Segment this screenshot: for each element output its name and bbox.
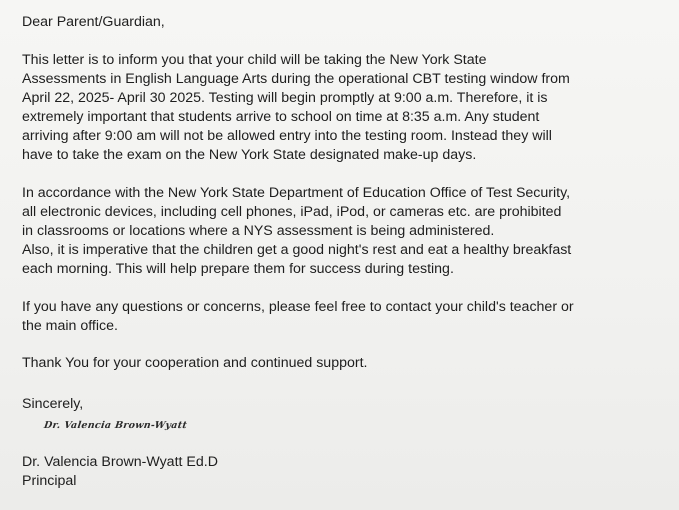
- paragraph-line: have to take the exam on the New York State designated make-up days.: [22, 147, 477, 163]
- closing: [22, 395, 83, 414]
- paragraph-line: the main office.: [22, 318, 118, 334]
- thanks-line: [22, 354, 367, 373]
- paragraph-line: each morning. This will help prepare them for success during testing.: [22, 261, 454, 277]
- signer-name: Dr. Valencia Brown-Wyatt Ed.D: [22, 454, 218, 470]
- handwritten-signature: Dr. Valencia Brown-Wyatt: [43, 420, 188, 431]
- closing-text: Sincerely,: [22, 396, 84, 412]
- signer-block: [22, 453, 218, 491]
- paragraph-line: This letter is to inform you that your child will be taking the New York State: [22, 52, 487, 68]
- paragraph-line: In accordance with the New York State Department of Education Office of Test Security,: [22, 185, 571, 201]
- salutation: [22, 13, 165, 32]
- paragraph-line: extremely important that students arrive to school on time at 8:35 a.m. Any student: [22, 109, 540, 125]
- salutation-text: Dear Parent/Guardian,: [22, 14, 165, 30]
- paragraph-line: Assessments in English Language Arts during the operational CBT testing window from: [22, 71, 570, 87]
- paragraph-line: in classrooms or locations where a NYS assessment is being administered.: [22, 223, 495, 239]
- paragraph-line: April 22, 2025- April 30 2025. Testing will begin promptly at 9:00 a.m. Therefore, it is: [22, 90, 548, 106]
- paragraph-line: Also, it is imperative that the children get a good night's rest and eat a healthy breakfast: [22, 242, 572, 258]
- paragraph-line: arriving after 9:00 am will not be allowed entry into the testing room. Instead they will: [22, 128, 552, 144]
- paragraph-testing-schedule: [22, 51, 570, 165]
- paragraph-line: If you have any questions or concerns, please feel free to contact your child's teacher or: [22, 299, 574, 315]
- paragraph-test-security: [22, 184, 571, 279]
- signer-title: Principal: [22, 473, 77, 489]
- thanks-text: Thank You for your cooperation and continued support.: [22, 355, 368, 371]
- paragraph-line: all electronic devices, including cell phones, iPad, iPod, or cameras etc. are prohibited: [22, 204, 562, 220]
- paragraph-questions: [22, 298, 574, 336]
